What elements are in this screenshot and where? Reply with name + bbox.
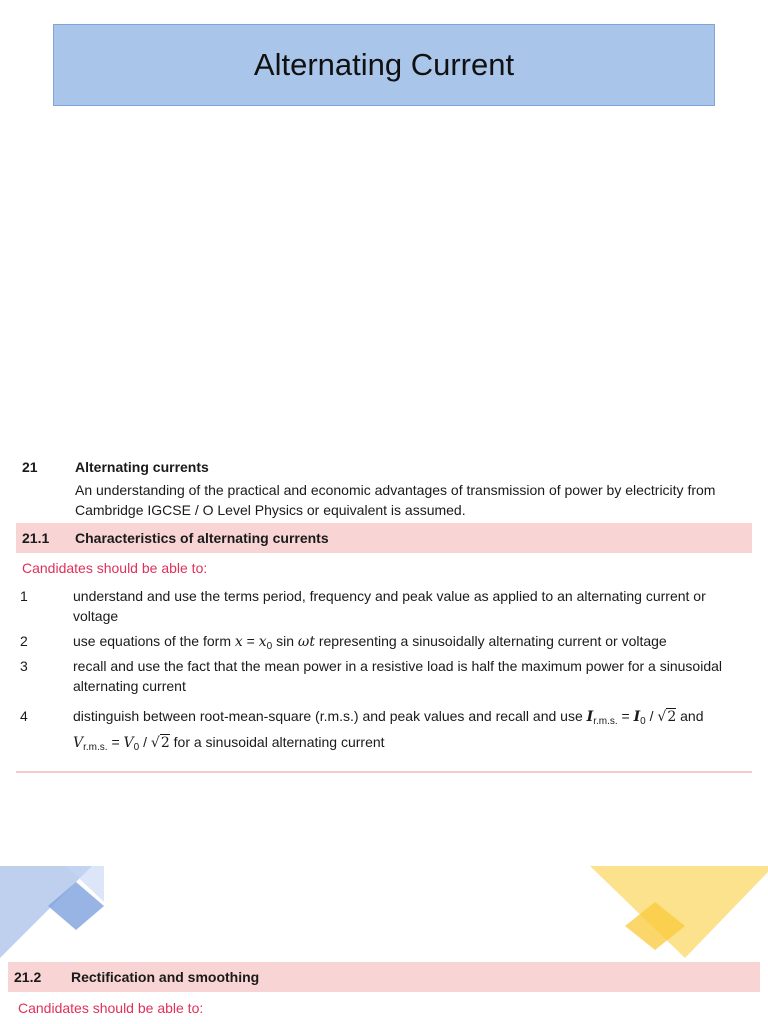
- candidates-intro: Candidates should be able to:: [22, 560, 208, 576]
- item-text: distinguish between root-mean-square (r.m.s.) and peak values and recall and use $I_{r.m.s.} = I_0 / √2$ and $V_{r.m.s.} = V_0 / √2$ for a sinusoidal alternating current: [73, 708, 704, 753]
- title-banner: [53, 24, 715, 106]
- section-heading: Alternating currents: [75, 459, 209, 475]
- item-text: use equations of the form $x = x_0$ sin ωt representing a sinusoidally alternating current or voltage: [73, 633, 667, 652]
- subsection-21-1-bar: [16, 523, 752, 553]
- subsection-number: 21.2: [14, 969, 42, 985]
- page-title: Alternating Current: [253, 47, 515, 82]
- subsection-heading: Characteristics of alternating currents: [75, 530, 329, 546]
- section-description: An understanding of the practical and economic advantages of transmission of power by electricity from Cambridge IGCSE / O Level Physics or equivalent is assumed.: [75, 482, 716, 518]
- sqrt-symbol: √2: [150, 735, 170, 751]
- subsection-21-2-bar: [8, 962, 760, 992]
- subsection-heading: Rectification and smoothing: [71, 969, 260, 985]
- section-divider: [16, 771, 752, 773]
- subsection-number: 21.1: [22, 530, 50, 546]
- decor-yellow-diamonds: [585, 862, 768, 962]
- item-number: 3: [20, 658, 28, 674]
- section-number: 21: [22, 459, 38, 475]
- item-text: understand and use the terms period, frequency and peak value as applied to an alternating current or voltage: [73, 588, 706, 624]
- sqrt-symbol: √2: [657, 709, 677, 725]
- decor-blue-diamonds: [0, 862, 140, 962]
- item-number: 2: [20, 633, 28, 649]
- item-number: 4: [20, 708, 28, 724]
- item-number: 1: [20, 588, 28, 604]
- candidates-intro: Candidates should be able to:: [18, 1000, 204, 1016]
- item-text: recall and use the fact that the mean power in a resistive load is half the maximum power for a sinusoidal alternating current: [73, 658, 722, 694]
